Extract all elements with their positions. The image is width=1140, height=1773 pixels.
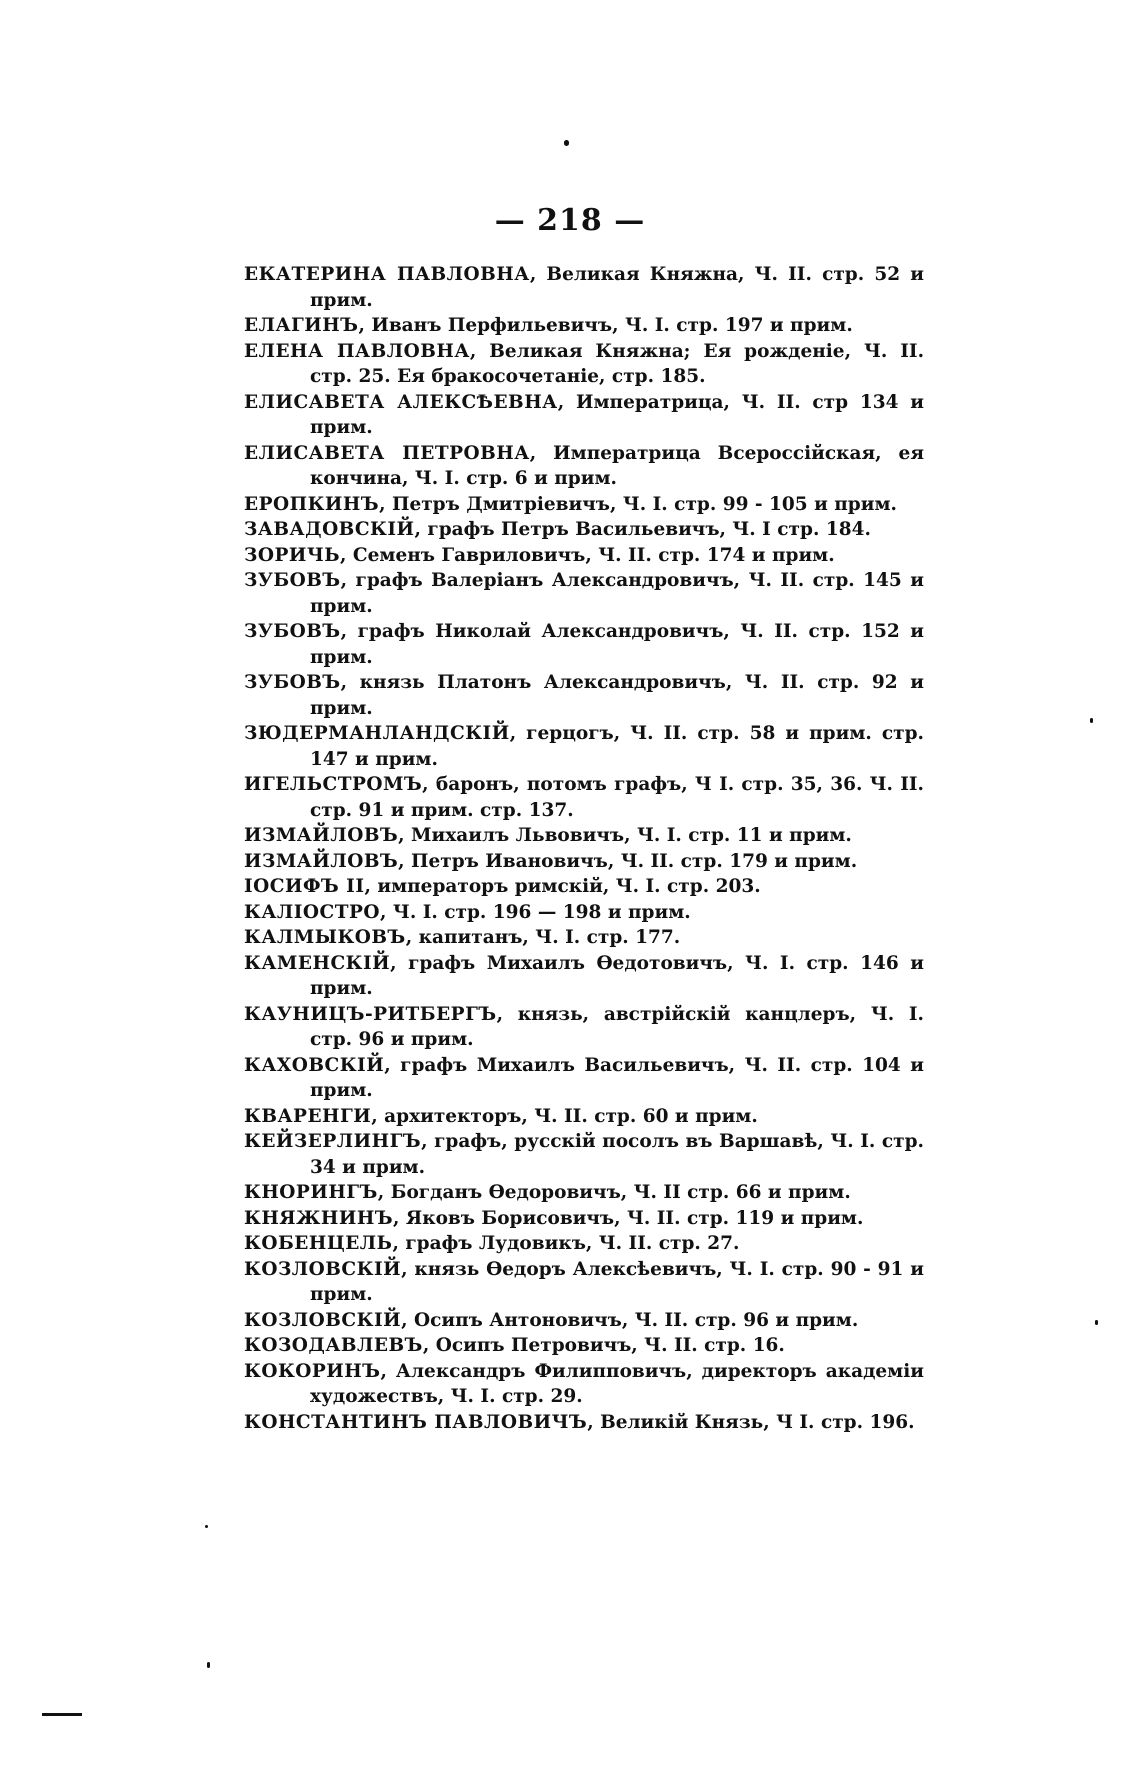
entry-name: ЕКАТЕРИНА ПАВЛОВНА xyxy=(244,264,530,285)
entry-details: , Михаилъ Львовичъ, Ч. I. стр. 11 и прим. xyxy=(398,825,852,846)
index-entry xyxy=(244,874,924,900)
entry-details: , графъ Михаилъ Ѳедотовичъ, Ч. I. стр. 146 и прим. xyxy=(310,952,924,999)
entry-name: КЕЙЗЕРЛИНГЪ xyxy=(244,1131,422,1152)
index-entry xyxy=(244,543,924,569)
ink-speck xyxy=(564,140,569,146)
index-entry xyxy=(244,823,924,849)
ink-speck xyxy=(207,1662,210,1668)
entry-details: , Семенъ Гавриловичъ, Ч. II. стр. 174 и прим. xyxy=(340,544,835,566)
entry-details: , Великій Князь, Ч I. стр. 196. xyxy=(587,1411,915,1433)
entry-details: , Иванъ Перфильевичъ, Ч. I. стр. 197 и прим. xyxy=(358,315,853,336)
index-entry xyxy=(244,390,924,441)
entry-details: , графъ Николай Александровичъ, Ч. II. стр. 152 и прим. xyxy=(310,621,924,668)
entry-details: , графъ Петръ Васильевичъ, Ч. I стр. 184. xyxy=(414,519,871,540)
index-entry xyxy=(244,951,924,1002)
entry-name: КОЗОДАВЛЕВЪ xyxy=(244,1335,423,1356)
entry-name: КАЛІОСТРО xyxy=(244,901,381,923)
index-entry xyxy=(244,772,924,823)
entry-name: ЕРОПКИНЪ xyxy=(244,493,380,515)
entry-name: ЗЮДЕРМАНЛАНДСКІЙ xyxy=(244,723,510,744)
entry-name: ЗУБОВЪ xyxy=(244,672,341,693)
entry-details: , Петръ Ивановичъ, Ч. II. стр. 179 и прим. xyxy=(398,850,858,872)
index-entry xyxy=(244,619,924,670)
index-entry xyxy=(244,849,924,875)
entry-details: , Великая Княжна, Ч. II. стр. 52 и прим. xyxy=(310,264,924,311)
index-entry xyxy=(244,670,924,721)
index-entry xyxy=(244,1410,924,1436)
entry-details: , баронъ, потомъ графъ, Ч I. стр. 35, 36. Ч. II. стр. 91 и прим. стр. 137. xyxy=(310,774,924,821)
entry-name: КНОРИНГЪ xyxy=(244,1182,378,1203)
entry-name: ЕЛАГИНЪ xyxy=(244,315,359,336)
index-entry xyxy=(244,1053,924,1104)
index-entry xyxy=(244,925,924,951)
index-entry xyxy=(244,1104,924,1130)
index-entry xyxy=(244,1359,924,1410)
index-entry xyxy=(244,1257,924,1308)
entry-name: ЗУБОВЪ xyxy=(244,570,341,591)
index-entry xyxy=(244,1180,924,1206)
entry-details: , Императрица, Ч. II. стр 134 и прим. xyxy=(310,391,924,438)
entry-name: КАУНИЦЪ-РИТБЕРГЪ xyxy=(244,1003,497,1025)
entry-details: , Осипъ Петровичъ, Ч. II. стр. 16. xyxy=(422,1335,785,1356)
entry-details: , Ч. I. стр. 196 — 198 и прим. xyxy=(380,901,691,923)
entry-details: , Александръ Филипповичъ, директоръ академіи художествъ, Ч. I. стр. 29. xyxy=(310,1360,924,1407)
entry-name: ИЗМАЙЛОВЪ xyxy=(244,825,399,846)
entry-name: ЕЛИСАВЕТА АЛЕКСѢЕВНА xyxy=(244,391,558,413)
entry-name: КОЗЛОВСКІЙ xyxy=(244,1309,402,1331)
index-entry xyxy=(244,492,924,518)
entry-details: , императоръ римскій, Ч. I. стр. 203. xyxy=(364,876,761,897)
entry-name: ИГЕЛЬСТРОМЪ xyxy=(244,774,423,795)
index-entry xyxy=(244,1206,924,1232)
page-number: — 218 — xyxy=(494,203,646,238)
entry-details: , князь, австрійскій канцлеръ, Ч. I. стр. 96 и прим. xyxy=(310,1003,924,1050)
entry-name: КОЗЛОВСКІЙ xyxy=(244,1258,402,1280)
index-entry xyxy=(244,262,924,313)
index-entry xyxy=(244,1308,924,1334)
entry-details: , Великая Княжна; Ея рожденіе, Ч. II. стр. 25. Ея бракосочетаніе, стр. 185. xyxy=(310,340,925,387)
index-entry xyxy=(244,441,924,492)
index-entry xyxy=(244,1333,924,1359)
index-entry xyxy=(244,1231,924,1257)
index-entry xyxy=(244,1129,924,1180)
entry-name: КОБЕНЦЕЛЬ xyxy=(244,1233,393,1254)
entry-details: , капитанъ, Ч. I. стр. 177. xyxy=(405,927,681,948)
ink-speck xyxy=(205,1525,208,1528)
entry-name: ЗУБОВЪ xyxy=(244,621,341,642)
index-entry xyxy=(244,568,924,619)
index-entries xyxy=(244,262,924,1435)
entry-details: , графъ Михаилъ Васильевичъ, Ч. II. стр. 104 и прим. xyxy=(310,1054,924,1101)
entry-details: , графъ Валеріанъ Александровичъ, Ч. II. стр. 145 и прим. xyxy=(310,570,924,617)
entry-name: КВАРЕНГИ xyxy=(244,1105,372,1127)
index-entry xyxy=(244,339,924,390)
entry-name: КАЛМЫКОВЪ xyxy=(244,927,406,948)
ink-speck xyxy=(1095,1320,1098,1325)
index-entry xyxy=(244,517,924,543)
entry-name: ЗАВАДОВСКІЙ xyxy=(244,519,415,540)
entry-details: , Яковъ Борисовичъ, Ч. II. стр. 119 и прим. xyxy=(393,1207,864,1229)
entry-details: , Петръ Дмитріевичъ, Ч. I. стр. 99 - 105 и прим. xyxy=(379,493,897,515)
entry-name: ИЗМАЙЛОВЪ xyxy=(244,850,399,872)
entry-name: КНЯЖНИНЪ xyxy=(244,1207,394,1229)
ink-speck xyxy=(1090,718,1093,723)
entry-name: ЕЛИСАВЕТА ПЕТРОВНА xyxy=(244,442,530,464)
entry-name: КОКОРИНЪ xyxy=(244,1360,381,1382)
index-entry xyxy=(244,1002,924,1053)
index-entry xyxy=(244,313,924,339)
entry-name: КАХОВСКІЙ xyxy=(244,1054,385,1076)
entry-details: , графъ, русскій посолъ въ Варшавѣ, Ч. I. стр. 34 и прим. xyxy=(310,1131,924,1178)
entry-details: , Императрица Всероссійская, ея кончина, Ч. I. стр. 6 и прим. xyxy=(310,442,924,489)
index-entry xyxy=(244,900,924,926)
index-entry xyxy=(244,721,924,772)
entry-details: , Богданъ Ѳедоровичъ, Ч. II стр. 66 и прим. xyxy=(377,1182,851,1203)
entry-name: КАМЕНСКІЙ xyxy=(244,952,391,974)
entry-name: ІОСИФЪ II xyxy=(244,876,365,897)
entry-details: , герцогъ, Ч. II. стр. 58 и прим. стр. 147 и прим. xyxy=(310,723,924,770)
entry-name: КОНСТАНТИНЪ ПАВЛОВИЧЪ xyxy=(244,1411,588,1433)
entry-details: , Осипъ Антоновичъ, Ч. II. стр. 96 и прим. xyxy=(401,1309,859,1331)
ink-speck xyxy=(42,1713,82,1716)
entry-name: ЕЛЕНА ПАВЛОВНА xyxy=(244,340,470,362)
entry-details: , князь Платонъ Александровичъ, Ч. II. стр. 92 и прим. xyxy=(310,672,924,719)
entry-name: ЗОРИЧЬ xyxy=(244,544,341,566)
entry-details: , графъ Лудовикъ, Ч. II. стр. 27. xyxy=(392,1233,740,1254)
entry-details: , князь Ѳедоръ Алексѣевичъ, Ч. I. стр. 90 - 91 и прим. xyxy=(310,1258,924,1305)
entry-details: , архитекторъ, Ч. II. стр. 60 и прим. xyxy=(371,1105,758,1127)
